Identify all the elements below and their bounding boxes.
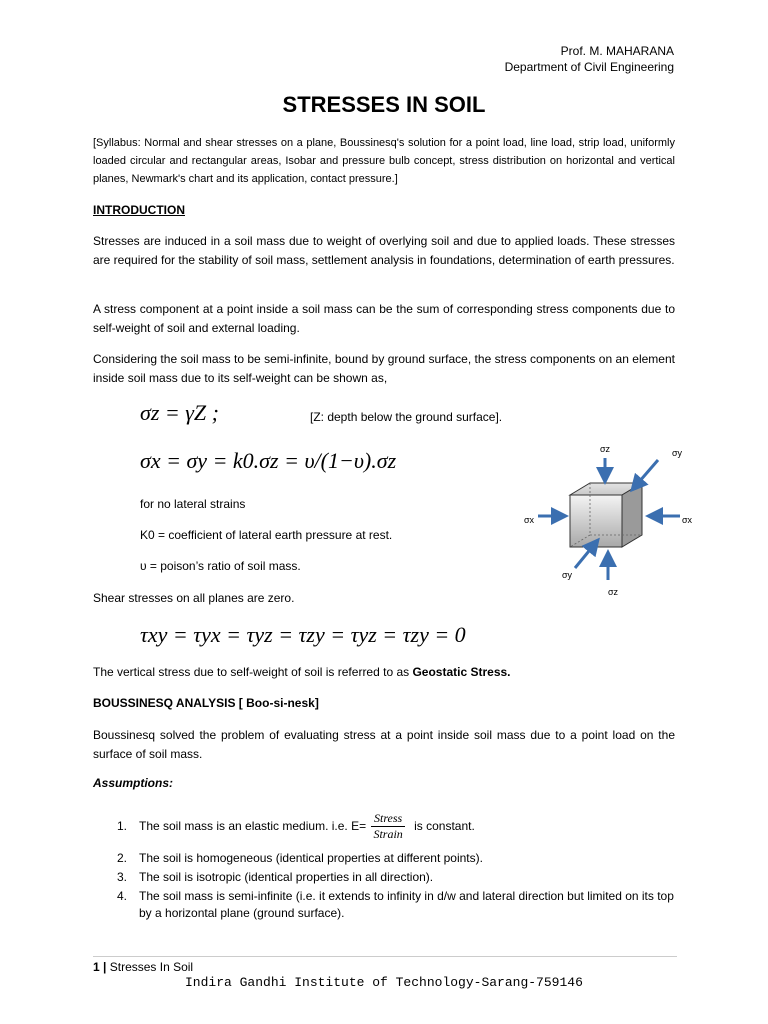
stress-strain-fraction: [371, 811, 404, 842]
fraction-denominator: Strain: [373, 827, 403, 842]
syllabus: [Syllabus: Normal and shear stresses on a plane, Boussinesq's solution for a point load, line load, strip load, uniformly loaded circular and rectangular areas, Isobar and pressure bulb concept, stress distribution on horizontal and vertical planes, Newmark's chart and its application, contact pressure.]: [93, 137, 675, 185]
arrow-sy-top: [632, 460, 658, 490]
shear-zero: Shear stresses on all planes are zero.: [93, 591, 295, 605]
no-lateral-strains: for no lateral strains: [140, 497, 246, 511]
fraction-numerator: Stress: [371, 811, 404, 827]
label-sx-left: σx: [524, 515, 535, 525]
footer-rule: [93, 956, 677, 957]
item-text-post: is constant.: [414, 819, 475, 833]
nu-definition: υ = poison’s ratio of soil mass.: [140, 559, 301, 573]
geostatic-plain: The vertical stress due to self-weight of soil is referred to as: [93, 665, 413, 679]
item-number: 4.: [117, 889, 128, 903]
footer-section: Stresses In Soil: [109, 960, 194, 974]
footer-separator: |: [103, 960, 107, 974]
equation-shear: [140, 622, 466, 648]
list-item: [93, 850, 675, 867]
intro-heading: INTRODUCTION: [93, 203, 185, 217]
eq3-text: τxy = τyx = τyz = τzy = τyz = τzy = 0: [140, 622, 466, 647]
boussinesq-p1: Boussinesq solved the problem of evaluating stress at a point inside soil mass due to a point load on the surface of soil mass.: [93, 728, 675, 761]
footer-institute: Indira Gandhi Institute of Technology-Sarang-759146: [185, 975, 583, 990]
k0-definition: K0 = coefficient of lateral earth pressure at rest.: [140, 528, 393, 542]
header-department: Department of Civil Engineering: [504, 60, 674, 74]
eq1-note: [Z: depth below the ground surface].: [310, 410, 503, 424]
list-item: [93, 888, 675, 922]
boussinesq-heading: BOUSSINESQ ANALYSIS [ Boo-si-nesk]: [93, 696, 319, 710]
label-sz-top: σz: [600, 444, 611, 454]
header-author: Prof. M. MAHARANA: [560, 44, 674, 58]
intro-p1: Stresses are induced in a soil mass due to weight of overlying soil and due to applied loads. These stresses are required for the stability of soil mass, settlement analysis in foundations, determination of earth pressures.: [93, 234, 675, 267]
equation-lateral: [140, 448, 396, 474]
eq1-text: σz = γZ ;: [140, 400, 219, 425]
assumptions-list: [93, 806, 675, 922]
item-number: 2.: [117, 851, 128, 865]
item-number: 3.: [117, 870, 128, 884]
item-number: 1.: [117, 819, 128, 833]
cube-front-face: [570, 495, 622, 547]
list-item: [93, 869, 675, 886]
label-sz-bottom: σz: [608, 587, 619, 597]
geostatic-bold: Geostatic Stress.: [412, 665, 511, 679]
item-text: The soil is homogeneous (identical properties at different points).: [139, 851, 483, 865]
stress-element-diagram: [520, 440, 700, 605]
footer-page-label: [93, 960, 193, 974]
list-item: [93, 806, 675, 846]
item-text-pre: The soil mass is an elastic medium. i.e. E=: [139, 819, 367, 833]
intro-p2: A stress component at a point inside a soil mass can be the sum of corresponding stress components due to self-weight of soil and external loading.: [93, 302, 675, 335]
label-sx-right: σx: [682, 515, 693, 525]
intro-p3: Considering the soil mass to be semi-infinite, bound by ground surface, the stress components on an element inside soil mass due to its self-weight can be shown as,: [93, 352, 675, 385]
assumptions-heading: Assumptions:: [93, 776, 174, 790]
geostatic-text: [93, 665, 511, 679]
equation-sigma-z: [140, 400, 219, 426]
item-text: The soil is isotropic (identical properties in all direction).: [139, 870, 434, 884]
label-sy-top: σy: [672, 448, 683, 458]
footer-page-number: 1: [93, 960, 100, 974]
item-text: The soil mass is semi-infinite (i.e. it extends to infinity in d/w and lateral direction but limited on its top by a horizontal plane (ground surface).: [139, 889, 674, 920]
eq2-text: σx = σy = k0.σz = υ/(1−υ).σz: [140, 448, 397, 473]
page-title: STRESSES IN SOIL: [282, 92, 486, 117]
label-sy-bottom: σy: [562, 570, 573, 580]
